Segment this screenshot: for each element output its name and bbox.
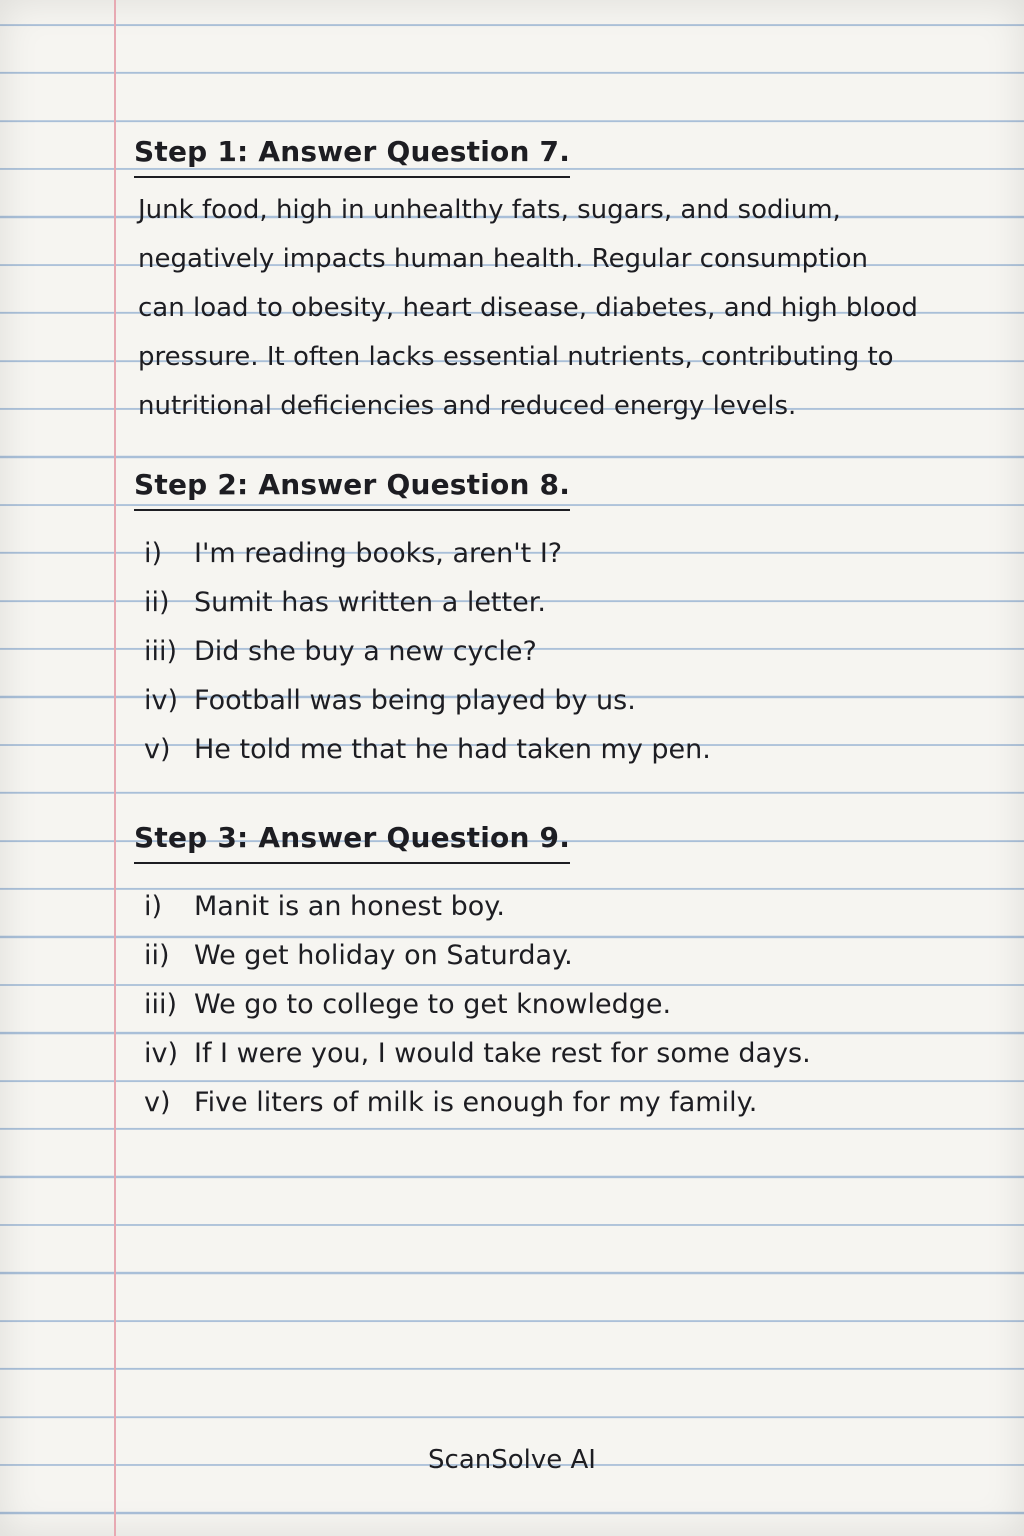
item-text: Sumit has written a letter. <box>194 587 546 618</box>
step-3-heading: Step 3: Answer Question 9. <box>134 814 570 864</box>
margin-line <box>114 0 116 1536</box>
item-text: We get holiday on Saturday. <box>194 940 573 971</box>
item-number: ii) <box>144 940 170 971</box>
list-item <box>144 882 994 931</box>
item-text: He told me that he had taken my pen. <box>194 734 711 765</box>
list-item <box>144 578 994 627</box>
item-number: iii) <box>144 989 178 1020</box>
item-text: Football was being played by us. <box>194 685 636 716</box>
item-text: Manit is an honest boy. <box>194 891 505 922</box>
item-number: ii) <box>144 587 170 618</box>
step-1 <box>134 128 994 431</box>
list-item <box>144 676 994 725</box>
list-item <box>144 980 994 1029</box>
item-number: v) <box>144 1087 171 1118</box>
list-item <box>144 931 994 980</box>
step-2 <box>134 461 994 774</box>
item-number: i) <box>144 538 163 569</box>
item-text: We go to college to get knowledge. <box>194 989 672 1020</box>
item-text: Did she buy a new cycle? <box>194 636 537 667</box>
item-text: If I were you, I would take rest for some days. <box>194 1038 811 1069</box>
list-item <box>144 725 994 774</box>
step-2-heading: Step 2: Answer Question 8. <box>134 461 570 511</box>
footer-brand: ScanSolve AI <box>428 1445 596 1475</box>
step-3 <box>134 814 994 1127</box>
item-number: v) <box>144 734 171 765</box>
step-2-list <box>144 529 994 774</box>
item-number: i) <box>144 891 163 922</box>
answer-content <box>134 128 994 1149</box>
list-item <box>144 529 994 578</box>
item-text: I'm reading books, aren't I? <box>194 538 563 569</box>
step-1-heading: Step 1: Answer Question 7. <box>134 128 570 178</box>
step-3-list <box>144 882 994 1127</box>
list-item <box>144 1029 994 1078</box>
list-item <box>144 627 994 676</box>
item-number: iii) <box>144 636 178 667</box>
step-1-answer: Junk food, high in unhealthy fats, sugars, and sodium, negatively impacts human health. Regular consumption can load to obesity, heart disease, diabetes, and high blood pressure. It often lacks essential nutrients, contributing to nutritional deficiencies and reduced energy levels. <box>138 195 918 421</box>
list-item <box>144 1078 994 1127</box>
item-number: iv) <box>144 1038 179 1069</box>
item-number: iv) <box>144 685 179 716</box>
item-text: Five liters of milk is enough for my family. <box>194 1087 758 1118</box>
